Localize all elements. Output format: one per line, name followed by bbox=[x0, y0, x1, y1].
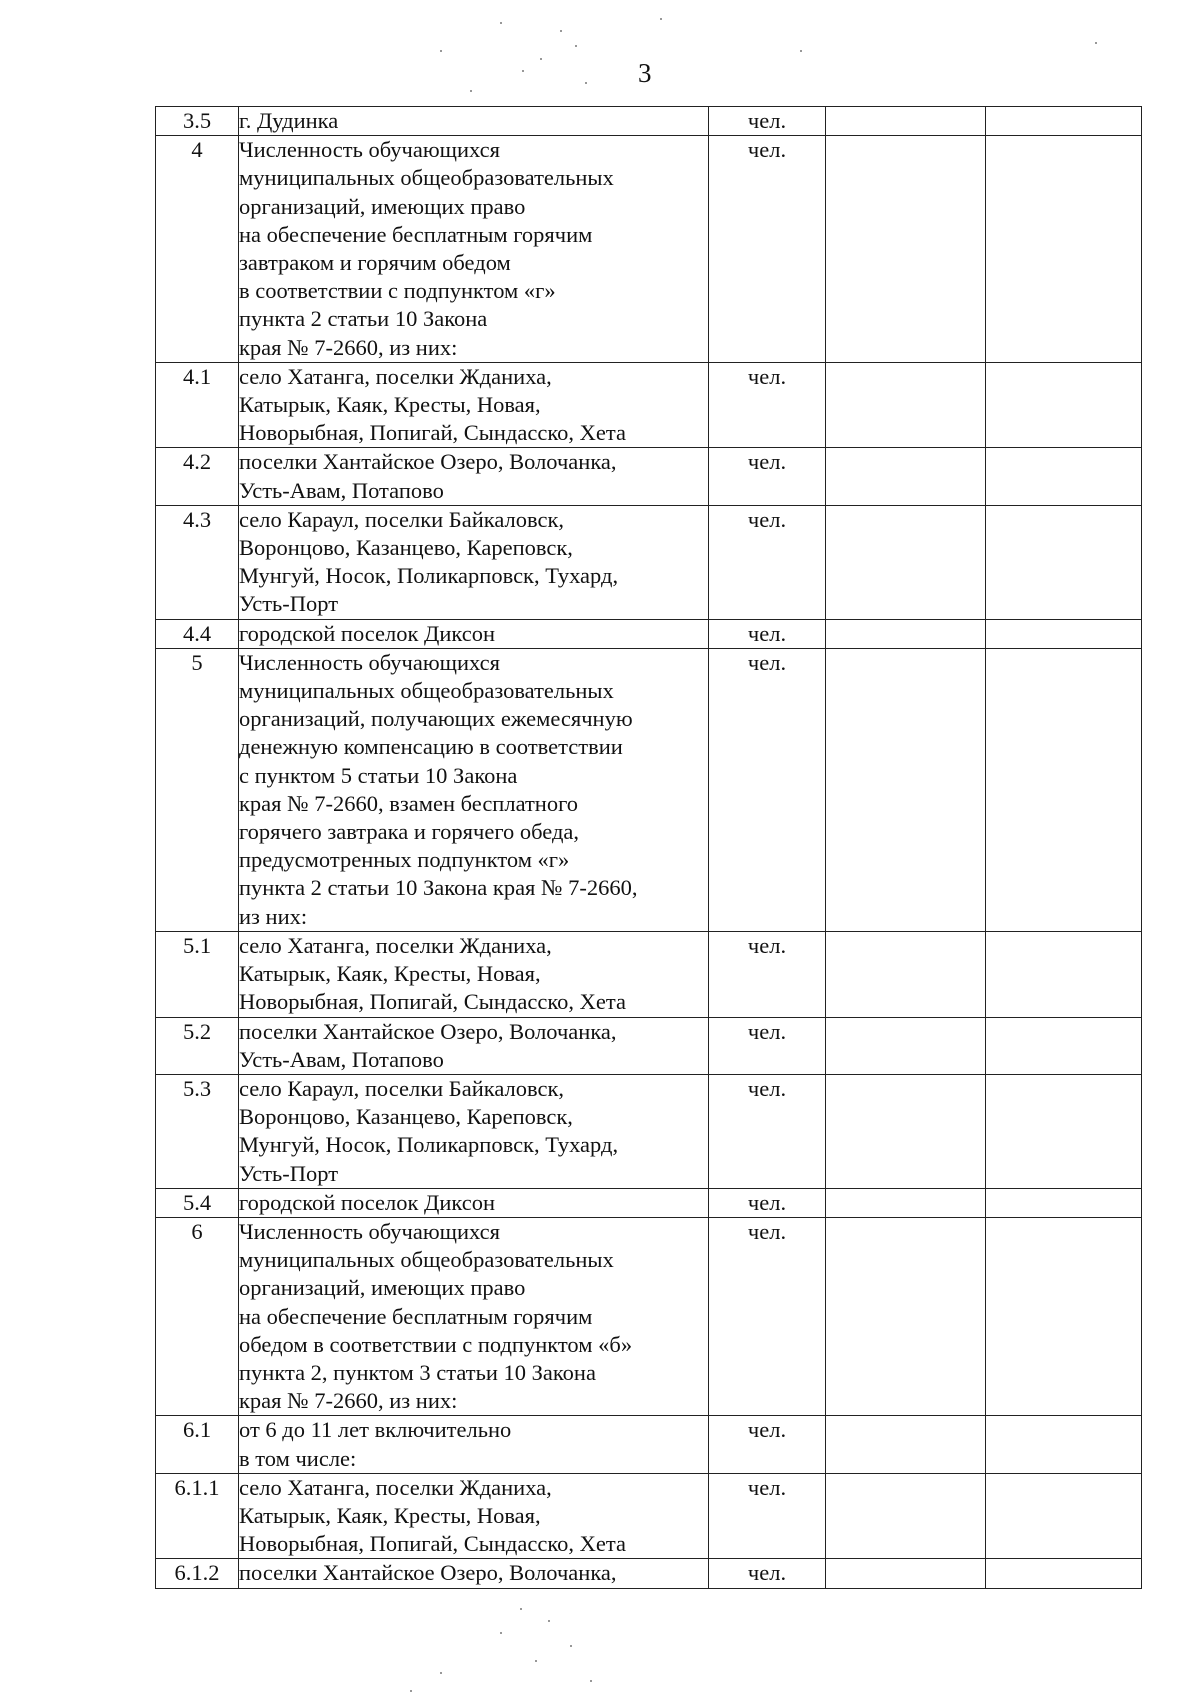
value-cell-2 bbox=[986, 448, 1142, 505]
description-line: поселки Хантайское Озеро, Волочанка, bbox=[239, 1560, 617, 1586]
unit-cell: чел. bbox=[709, 362, 826, 448]
unit-cell: чел. bbox=[709, 1217, 826, 1415]
row-description-cell bbox=[239, 931, 709, 1017]
row-number-cell: 5.2 bbox=[156, 1017, 239, 1074]
description-line: организаций, имеющих право bbox=[239, 193, 526, 219]
table-row bbox=[156, 107, 1142, 136]
table-row bbox=[156, 362, 1142, 448]
row-description-cell bbox=[239, 448, 709, 505]
description-line: на обеспечение бесплатным горячим bbox=[239, 221, 593, 247]
row-number-cell: 6.1.2 bbox=[156, 1559, 239, 1588]
row-description-cell bbox=[239, 619, 709, 648]
row-number-cell: 6.1.1 bbox=[156, 1473, 239, 1559]
unit-cell: чел. bbox=[709, 1416, 826, 1473]
row-description-cell bbox=[239, 1017, 709, 1074]
value-cell-2 bbox=[986, 136, 1142, 363]
description-line: в том числе: bbox=[239, 1445, 357, 1471]
description-line: Численность обучающихся bbox=[239, 649, 500, 675]
unit-cell: чел. bbox=[709, 1473, 826, 1559]
description-line: из них: bbox=[239, 903, 308, 929]
description-line: горячего завтрака и горячего обеда, bbox=[239, 819, 580, 845]
value-cell-1 bbox=[826, 1188, 986, 1217]
description-line: в соответствии с подпунктом «г» bbox=[239, 278, 556, 304]
row-number-cell: 6.1 bbox=[156, 1416, 239, 1473]
page-number: 3 bbox=[638, 58, 652, 88]
value-cell-2 bbox=[986, 1017, 1142, 1074]
row-number-cell: 3.5 bbox=[156, 107, 239, 136]
description-line: Усть-Порт bbox=[239, 1160, 339, 1186]
value-cell-2 bbox=[986, 1188, 1142, 1217]
description-line: пункта 2 статьи 10 Закона края № 7-2660, bbox=[239, 875, 638, 901]
table-row bbox=[156, 448, 1142, 505]
unit-cell: чел. bbox=[709, 931, 826, 1017]
row-number-cell: 4 bbox=[156, 136, 239, 363]
description-line: Катырык, Каяк, Кресты, Новая, bbox=[239, 1502, 541, 1528]
row-description-cell bbox=[239, 1473, 709, 1559]
description-line: края № 7-2660, из них: bbox=[239, 334, 458, 360]
unit-cell: чел. bbox=[709, 1074, 826, 1188]
description-line: муниципальных общеобразовательных bbox=[239, 165, 614, 191]
value-cell-1 bbox=[826, 1217, 986, 1415]
table-row bbox=[156, 505, 1142, 619]
description-line: поселки Хантайское Озеро, Волочанка, bbox=[239, 449, 617, 475]
unit-cell: чел. bbox=[709, 505, 826, 619]
value-cell-2 bbox=[986, 107, 1142, 136]
row-number-cell: 5.4 bbox=[156, 1188, 239, 1217]
description-line: городской поселок Диксон bbox=[239, 1189, 496, 1215]
data-table bbox=[155, 106, 1142, 1589]
row-number-cell: 4.1 bbox=[156, 362, 239, 448]
table-row bbox=[156, 1559, 1142, 1588]
description-line: село Хатанга, поселки Жданиха, bbox=[239, 1474, 552, 1500]
description-line: Воронцово, Казанцево, Кареповск, bbox=[239, 1104, 573, 1130]
row-description-cell bbox=[239, 136, 709, 363]
unit-cell: чел. bbox=[709, 648, 826, 931]
value-cell-1 bbox=[826, 1017, 986, 1074]
description-line: село Караул, поселки Байкаловск, bbox=[239, 506, 565, 532]
description-line: на обеспечение бесплатным горячим bbox=[239, 1303, 593, 1329]
description-line: муниципальных общеобразовательных bbox=[239, 678, 614, 704]
unit-cell: чел. bbox=[709, 136, 826, 363]
table-body bbox=[156, 107, 1142, 1589]
value-cell-2 bbox=[986, 931, 1142, 1017]
row-description-cell bbox=[239, 1188, 709, 1217]
table-row bbox=[156, 619, 1142, 648]
description-line: организаций, имеющих право bbox=[239, 1275, 526, 1301]
value-cell-1 bbox=[826, 648, 986, 931]
description-line: Мунгуй, Носок, Поликарповск, Тухард, bbox=[239, 563, 619, 589]
value-cell-2 bbox=[986, 1473, 1142, 1559]
description-line: края № 7-2660, взамен бесплатного bbox=[239, 790, 579, 816]
row-number-cell: 5.3 bbox=[156, 1074, 239, 1188]
table-row bbox=[156, 931, 1142, 1017]
description-line: обедом в соответствии с подпунктом «б» bbox=[239, 1331, 633, 1357]
value-cell-1 bbox=[826, 448, 986, 505]
description-line: Мунгуй, Носок, Поликарповск, Тухард, bbox=[239, 1132, 619, 1158]
value-cell-1 bbox=[826, 619, 986, 648]
unit-cell: чел. bbox=[709, 1559, 826, 1588]
row-description-cell bbox=[239, 362, 709, 448]
description-line: Усть-Авам, Потапово bbox=[239, 477, 444, 503]
description-line: село Караул, поселки Байкаловск, bbox=[239, 1075, 565, 1101]
value-cell-1 bbox=[826, 136, 986, 363]
value-cell-2 bbox=[986, 505, 1142, 619]
unit-cell: чел. bbox=[709, 619, 826, 648]
row-number-cell: 4.2 bbox=[156, 448, 239, 505]
value-cell-2 bbox=[986, 1217, 1142, 1415]
description-line: предусмотренных подпунктом «г» bbox=[239, 847, 570, 873]
row-number-cell: 4.3 bbox=[156, 505, 239, 619]
row-description-cell bbox=[239, 505, 709, 619]
description-line: Воронцово, Казанцево, Кареповск, bbox=[239, 535, 573, 561]
value-cell-2 bbox=[986, 362, 1142, 448]
description-line: Катырык, Каяк, Кресты, Новая, bbox=[239, 392, 541, 418]
description-line: село Хатанга, поселки Жданиха, bbox=[239, 363, 552, 389]
value-cell-2 bbox=[986, 1416, 1142, 1473]
value-cell-2 bbox=[986, 648, 1142, 931]
value-cell-1 bbox=[826, 1559, 986, 1588]
value-cell-2 bbox=[986, 619, 1142, 648]
table-row bbox=[156, 648, 1142, 931]
description-line: от 6 до 11 лет включительно bbox=[239, 1417, 512, 1443]
description-line: Новорыбная, Попигай, Сындасско, Хета bbox=[239, 989, 626, 1015]
unit-cell: чел. bbox=[709, 1017, 826, 1074]
description-line: Численность обучающихся bbox=[239, 1218, 500, 1244]
row-description-cell bbox=[239, 107, 709, 136]
value-cell-1 bbox=[826, 1074, 986, 1188]
description-line: края № 7-2660, из них: bbox=[239, 1388, 458, 1414]
description-line: Усть-Порт bbox=[239, 591, 339, 617]
description-line: муниципальных общеобразовательных bbox=[239, 1247, 614, 1273]
description-line: Катырык, Каяк, Кресты, Новая, bbox=[239, 961, 541, 987]
value-cell-1 bbox=[826, 362, 986, 448]
table-row bbox=[156, 1473, 1142, 1559]
value-cell-1 bbox=[826, 1473, 986, 1559]
description-line: организаций, получающих ежемесячную bbox=[239, 706, 633, 732]
value-cell-1 bbox=[826, 1416, 986, 1473]
description-line: Численность обучающихся bbox=[239, 137, 500, 163]
value-cell-1 bbox=[826, 505, 986, 619]
table-row bbox=[156, 136, 1142, 363]
row-description-cell bbox=[239, 1559, 709, 1588]
table-row bbox=[156, 1017, 1142, 1074]
description-line: городской поселок Диксон bbox=[239, 620, 496, 646]
table-row bbox=[156, 1074, 1142, 1188]
value-cell-2 bbox=[986, 1074, 1142, 1188]
description-line: село Хатанга, поселки Жданиха, bbox=[239, 932, 552, 958]
row-description-cell bbox=[239, 1217, 709, 1415]
description-line: завтраком и горячим обедом bbox=[239, 250, 511, 276]
table-row bbox=[156, 1416, 1142, 1473]
table-row bbox=[156, 1217, 1142, 1415]
description-line: пункта 2 статьи 10 Закона bbox=[239, 306, 488, 332]
unit-cell: чел. bbox=[709, 448, 826, 505]
unit-cell: чел. bbox=[709, 107, 826, 136]
description-line: поселки Хантайское Озеро, Волочанка, bbox=[239, 1018, 617, 1044]
description-line: пункта 2, пунктом 3 статьи 10 Закона bbox=[239, 1359, 596, 1385]
row-description-cell bbox=[239, 648, 709, 931]
value-cell-1 bbox=[826, 931, 986, 1017]
table-row bbox=[156, 1188, 1142, 1217]
description-line: Усть-Авам, Потапово bbox=[239, 1046, 444, 1072]
value-cell-1 bbox=[826, 107, 986, 136]
row-number-cell: 4.4 bbox=[156, 619, 239, 648]
row-number-cell: 5 bbox=[156, 648, 239, 931]
description-line: Новорыбная, Попигай, Сындасско, Хета bbox=[239, 1531, 626, 1557]
description-line: с пунктом 5 статьи 10 Закона bbox=[239, 762, 518, 788]
value-cell-2 bbox=[986, 1559, 1142, 1588]
description-line: Новорыбная, Попигай, Сындасско, Хета bbox=[239, 420, 626, 446]
row-number-cell: 6 bbox=[156, 1217, 239, 1415]
row-number-cell: 5.1 bbox=[156, 931, 239, 1017]
row-description-cell bbox=[239, 1074, 709, 1188]
unit-cell: чел. bbox=[709, 1188, 826, 1217]
description-line: денежную компенсацию в соответствии bbox=[239, 734, 623, 760]
description-line: г. Дудинка bbox=[239, 108, 339, 133]
row-description-cell bbox=[239, 1416, 709, 1473]
